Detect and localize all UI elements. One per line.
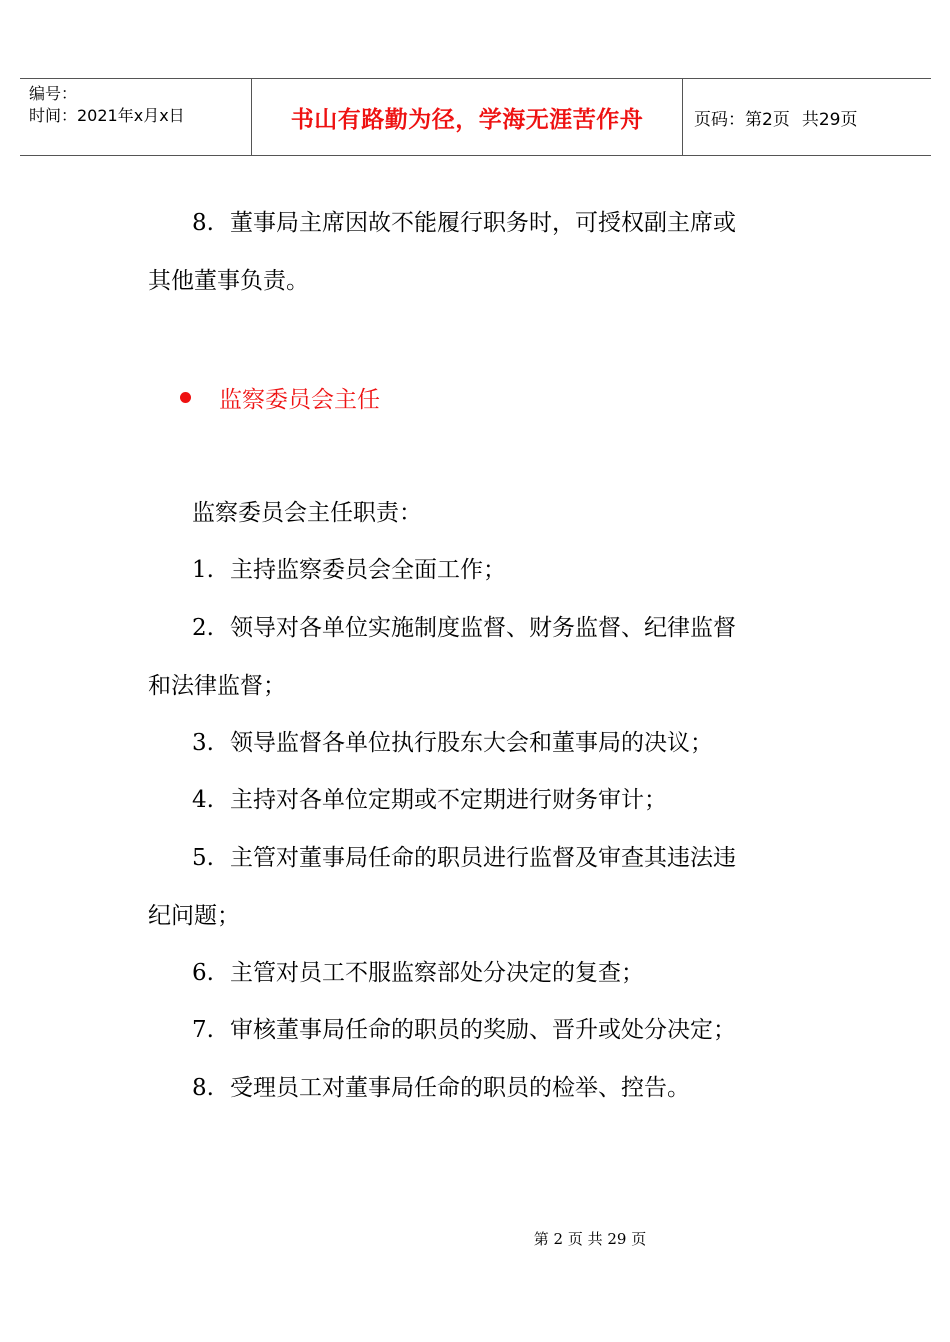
item-text: 主持对各单位定期或不定期进行财务审计；: [230, 787, 667, 813]
list-item: [148, 829, 808, 945]
intro-paragraph: [148, 484, 808, 542]
item-number: 1.: [192, 557, 214, 583]
header-page-number: 页码：第2页: [694, 109, 790, 130]
item-number: 7.: [192, 1017, 214, 1043]
item-text: 审核董事局任命的职员的奖励、晋升或处分决定；: [230, 1017, 736, 1043]
item-text: 董事局主席因故不能履行职务时，可授权副主席或: [230, 210, 736, 236]
list-item: [148, 1001, 808, 1059]
item-number: 2.: [192, 615, 214, 641]
item-text: 主管对董事局任命的职员进行监督及审查其违法违: [230, 845, 736, 871]
item-number: 8.: [192, 1075, 214, 1101]
item-text: 领导监督各单位执行股东大会和董事局的决议；: [230, 730, 713, 756]
list-item: [148, 541, 808, 599]
list-item: [148, 944, 808, 1002]
item-number: 8.: [192, 210, 214, 236]
header-meta-cell: [20, 79, 252, 155]
item-text: 受理员工对董事局任命的职员的检举、控告。: [230, 1075, 690, 1101]
section-heading: [180, 368, 380, 426]
list-item: [148, 1059, 808, 1117]
paragraph-item-8-prev: [148, 194, 808, 310]
item-text: 主持监察委员会全面工作；: [230, 557, 506, 583]
footer-page-indicator: 第 2 页 共 29 页: [533, 1230, 647, 1248]
date-label: 时间：2021年x月x日: [29, 106, 185, 125]
item-number: 5.: [192, 845, 214, 871]
section-heading-text: 监察委员会主任: [219, 386, 380, 413]
item-number: 4.: [192, 787, 214, 813]
item-number: 3.: [192, 730, 214, 756]
red-bullet-icon: [180, 392, 191, 403]
header-motto: 书山有路勤为径，学海无涯苦作舟: [290, 106, 644, 133]
item-text-continued: 和法律监督；: [148, 673, 286, 699]
header-motto-cell: [252, 79, 683, 155]
item-text: 主管对员工不服监察部处分决定的复查；: [230, 960, 644, 986]
item-text-continued: 其他董事负责。: [148, 268, 309, 294]
item-number: 6.: [192, 960, 214, 986]
item-text-continued: 纪问题；: [148, 903, 240, 929]
header-page-cell: [683, 79, 931, 155]
list-item: [148, 771, 808, 829]
header-page-total: 共29页: [801, 109, 858, 130]
list-item: [148, 599, 808, 715]
list-item: [148, 714, 808, 772]
serial-number-label: 编号：: [29, 84, 78, 103]
page-footer: [0, 1228, 950, 1249]
page-header: [20, 78, 931, 156]
item-text: 领导对各单位实施制度监督、财务监督、纪律监督: [230, 615, 736, 641]
intro-text: 监察委员会主任职责：: [192, 500, 422, 526]
